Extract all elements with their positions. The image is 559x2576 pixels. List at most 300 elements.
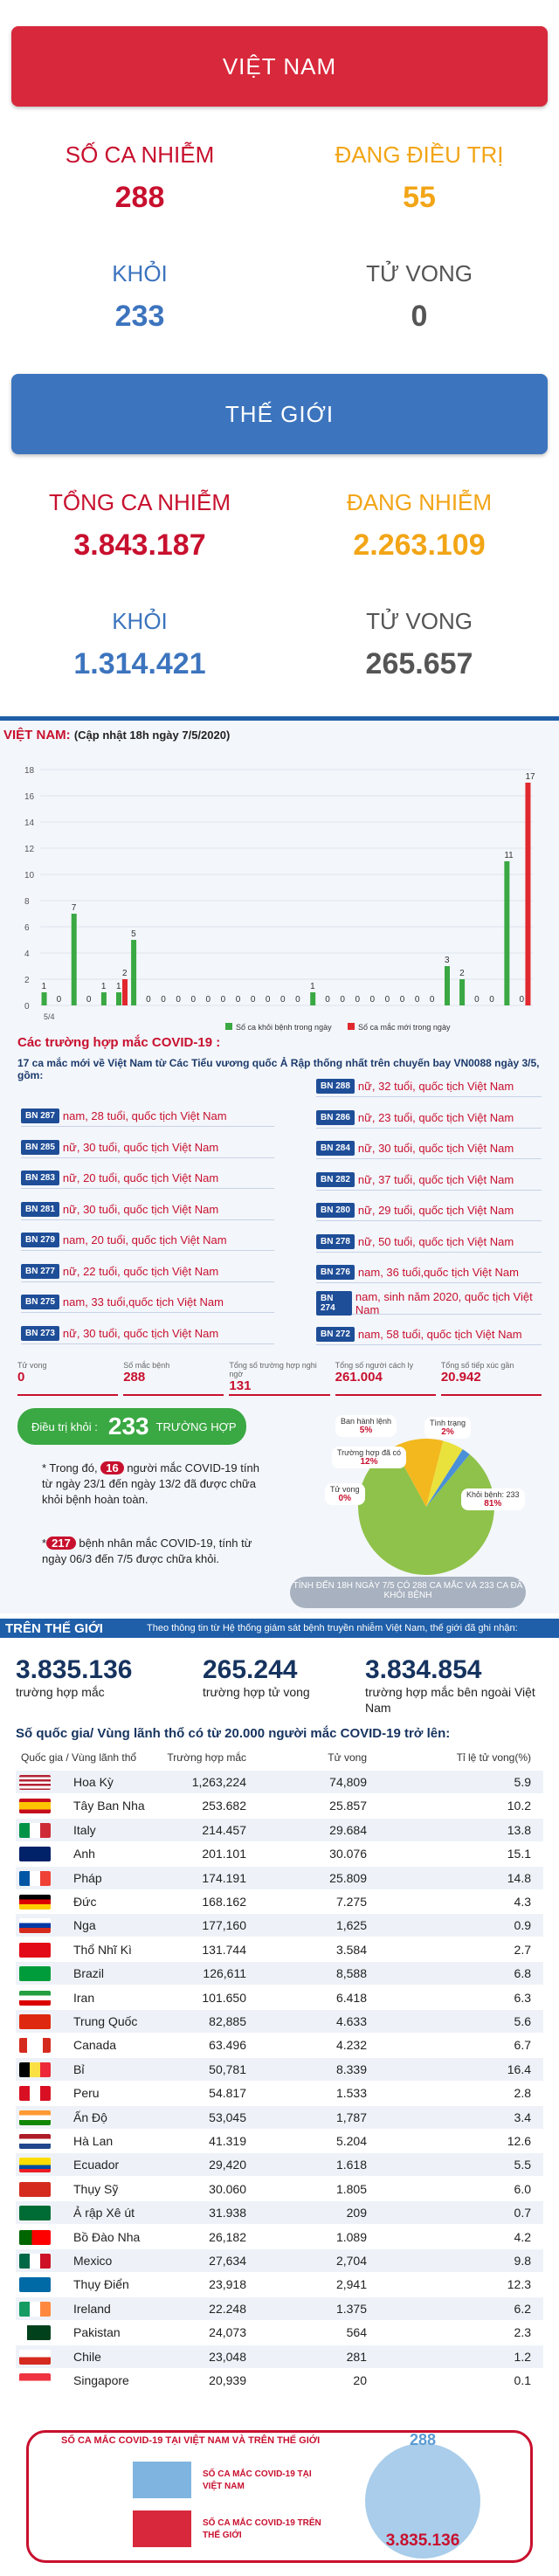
table-row xyxy=(16,2153,543,2176)
header-deaths: Tử vong xyxy=(328,1751,367,1764)
legend-new: Số ca mắc mới trong ngày xyxy=(358,1023,451,1032)
country-cases: 20,939 xyxy=(209,2373,246,2387)
recovered-bar xyxy=(310,992,315,1005)
country-death-rate: 16.4 xyxy=(507,2061,531,2076)
patient-info: nam, 58 tuổi, quốc tịch Việt Nam xyxy=(357,1328,522,1341)
vn-deaths-stat xyxy=(280,260,559,334)
bar-value-label: 11 xyxy=(504,851,514,860)
case-row xyxy=(21,1230,274,1251)
total-item xyxy=(17,1361,118,1396)
pie-label xyxy=(325,1483,365,1505)
table-row xyxy=(16,2106,543,2129)
country-name: Pakistan xyxy=(73,2325,121,2340)
recovered-bar xyxy=(116,992,121,1005)
bar-value-label: 0 xyxy=(205,995,211,1005)
country-name: Anh xyxy=(73,1847,95,1861)
country-name: Italy xyxy=(73,1822,96,1837)
country-cases: 1,263,224 xyxy=(191,1775,246,1789)
world-section-bar xyxy=(0,1619,559,1638)
recovered-bar xyxy=(504,861,509,1005)
case-row xyxy=(21,1106,274,1127)
world-infected-label: TỔNG CA NHIỄM xyxy=(48,489,231,515)
y-tick-label: 4 xyxy=(24,950,30,959)
table-row xyxy=(16,2369,543,2392)
vietnam-banner xyxy=(11,26,548,107)
world-infected-stat xyxy=(0,489,280,563)
world-banner xyxy=(11,374,548,454)
tr-flag-icon xyxy=(19,1943,51,1958)
table-row xyxy=(16,2249,543,2272)
bar-value-label: 0 xyxy=(519,995,525,1005)
bar-value-label: 0 xyxy=(176,995,181,1005)
recovery-note-2 xyxy=(42,1536,260,1567)
table-row xyxy=(16,1986,543,2009)
it-flag-icon xyxy=(19,1823,51,1838)
totals-strip xyxy=(17,1361,542,1396)
bar-value-label: 5 xyxy=(131,929,136,939)
world-deaths-label-2: trường hợp tử vong xyxy=(203,1685,310,1699)
table-title: Số quốc gia/ Vùng lãnh thổ có từ 20.000 người mắc COVID-19 trở lên: xyxy=(16,1726,451,1741)
patient-id-badge: BN 287 xyxy=(21,1108,59,1123)
country-death-rate: 0.1 xyxy=(514,2373,531,2387)
bar-value-label: 1 xyxy=(116,982,121,991)
pe-flag-icon xyxy=(19,2086,51,2101)
note1-number: 16 xyxy=(100,1461,123,1474)
legend-recovered: Số ca khỏi bệnh trong ngày xyxy=(236,1023,332,1032)
country-deaths: 1,625 xyxy=(335,1918,367,1933)
country-death-rate: 12.3 xyxy=(507,2277,531,2292)
pie-label xyxy=(424,1417,471,1439)
country-deaths: 2,704 xyxy=(335,2254,367,2268)
bar-value-label: 0 xyxy=(190,995,197,1005)
table-row xyxy=(16,1771,543,1793)
world-deaths-value: 265.657 xyxy=(365,647,473,680)
country-death-rate: 2.8 xyxy=(514,2086,531,2101)
country-cases: 27,634 xyxy=(209,2254,246,2268)
recovered-pill xyxy=(17,1408,246,1445)
case-row xyxy=(316,1324,542,1345)
vn-treating-stat xyxy=(280,142,559,215)
total-item xyxy=(123,1361,224,1396)
pie-label xyxy=(461,1488,525,1510)
country-death-rate: 5.9 xyxy=(514,1775,531,1789)
bar-value-label: 0 xyxy=(86,995,92,1005)
world-active-label: ĐANG NHIỄM xyxy=(346,489,493,515)
country-cases: 168.162 xyxy=(202,1895,246,1909)
bar-value-label: 0 xyxy=(489,995,494,1005)
patient-id-badge: BN 280 xyxy=(316,1203,355,1218)
note2-text: bệnh nhân mắc COVID-19, tính từ ngày 06/3 đến 7/5 được chữa khỏi. xyxy=(42,1537,252,1565)
br-flag-icon xyxy=(19,1966,51,1981)
table-row xyxy=(16,2273,543,2296)
world-recovered-value: 1.314.421 xyxy=(73,647,206,680)
total-label: Tổng số người cách ly xyxy=(335,1361,414,1370)
country-death-rate: 0.7 xyxy=(514,2206,531,2220)
bar-value-label: 0 xyxy=(369,995,376,1005)
patient-info: nữ, 30 tuổi, quốc tịch Việt Nam xyxy=(62,1326,219,1340)
total-item xyxy=(229,1361,329,1396)
vn-infected-label: SỐ CA NHIỄM xyxy=(65,142,215,168)
table-row xyxy=(16,1794,543,1817)
pie-label-text: Tử vong xyxy=(330,1485,360,1494)
total-value: 0 xyxy=(17,1370,25,1385)
country-name: Hà Lan xyxy=(73,2134,114,2148)
bar-value-label: 1 xyxy=(310,982,315,991)
country-name: Bồ Đào Nha xyxy=(73,2229,141,2244)
country-deaths: 4.633 xyxy=(335,2014,367,2028)
patient-id-badge: BN 278 xyxy=(316,1234,355,1249)
world-deaths-value-2: 265.244 xyxy=(203,1655,298,1684)
bar-value-label: 0 xyxy=(250,995,256,1005)
cl-flag-icon xyxy=(19,2350,51,2365)
country-name: Nga xyxy=(73,1918,96,1933)
patient-id-badge: BN 272 xyxy=(316,1327,355,1342)
country-name: Hoa Kỳ xyxy=(73,1775,114,1789)
country-deaths: 1.375 xyxy=(335,2301,367,2316)
vn-chart-label: VIỆT NAM: xyxy=(3,728,71,742)
note2-prefix: * xyxy=(42,1537,47,1550)
case-row xyxy=(316,1200,542,1221)
y-tick-label: 10 xyxy=(24,871,35,881)
bar-value-label: 0 xyxy=(340,995,345,1005)
country-cases: 131.744 xyxy=(202,1942,246,1957)
world-recovered-stat xyxy=(0,608,280,681)
country-deaths: 1,787 xyxy=(335,2110,367,2124)
recovered-bar xyxy=(459,979,465,1005)
patient-id-badge: BN 275 xyxy=(21,1295,59,1309)
bar-value-label: 0 xyxy=(265,995,271,1005)
country-death-rate: 14.8 xyxy=(507,1870,531,1885)
y-tick-label: 14 xyxy=(24,818,35,828)
table-row xyxy=(16,2178,543,2200)
bar-value-label: 0 xyxy=(474,995,480,1005)
country-name: Thụy Sỹ xyxy=(73,2181,119,2196)
cases-subtitle: 17 ca mắc mới về Việt Nam từ Các Tiểu vương quốc Ả Rập thống nhất trên chuyến bay VN0088 ngày 3/5, gồm: xyxy=(17,1057,540,1081)
case-row xyxy=(21,1168,274,1189)
note1-text: người mắc COVID-19 tính từ ngày 23/1 đến ngày 13/2 đã được chữa khỏi bệnh hoàn toàn. xyxy=(42,1461,259,1506)
case-row xyxy=(316,1262,542,1283)
bar-value-label: 0 xyxy=(384,995,390,1005)
table-row xyxy=(16,2345,543,2368)
world-infected-value: 3.843.187 xyxy=(73,528,206,562)
pie-label-pct: 81% xyxy=(484,1499,502,1509)
country-cases: 41.319 xyxy=(209,2134,246,2148)
country-deaths: 8,588 xyxy=(335,1966,367,1981)
world-outside-value: 3.834.854 xyxy=(365,1655,482,1684)
table-row xyxy=(16,2130,543,2152)
country-cases: 50,781 xyxy=(209,2061,246,2076)
country-deaths: 29.684 xyxy=(329,1822,367,1837)
vn-treating-value: 55 xyxy=(403,181,436,214)
country-death-rate: 6.0 xyxy=(514,2181,531,2196)
ir-flag-icon xyxy=(19,1991,51,2006)
table-row xyxy=(16,2226,543,2248)
country-name: Trung Quốc xyxy=(73,2014,138,2028)
pt-flag-icon xyxy=(19,2230,51,2245)
country-cases: 82,885 xyxy=(209,2014,246,2028)
daily-cases-chart xyxy=(0,752,559,1040)
country-death-rate: 13.8 xyxy=(507,1822,531,1837)
patient-info: nữ, 37 tuổi, quốc tịch Việt Nam xyxy=(357,1172,514,1186)
gb-flag-icon xyxy=(19,1847,51,1861)
pie-label xyxy=(335,1415,397,1437)
patient-id-badge: BN 274 xyxy=(316,1291,352,1316)
patient-info: nữ, 20 tuổi, quốc tịch Việt Nam xyxy=(62,1171,219,1184)
patient-id-badge: BN 279 xyxy=(21,1233,59,1247)
table-header xyxy=(16,1747,543,1770)
new-case-bar xyxy=(122,979,128,1005)
patient-info: nam, 33 tuổi,quốc tịch Việt Nam xyxy=(62,1295,224,1309)
y-tick-label: 2 xyxy=(24,976,30,985)
country-death-rate: 2.7 xyxy=(514,1942,531,1957)
country-deaths: 7.275 xyxy=(335,1895,367,1909)
country-deaths: 25.857 xyxy=(329,1799,367,1813)
bar-value-label: 17 xyxy=(525,772,535,782)
pie-label-pct: 2% xyxy=(441,1427,454,1437)
pie-label-text: Trường hợp đã có xyxy=(337,1448,402,1457)
country-cases: 23,918 xyxy=(209,2277,246,2292)
country-name: Ấn Độ xyxy=(73,2110,107,2124)
bar-value-label: 0 xyxy=(161,995,166,1005)
pie-label xyxy=(332,1447,406,1468)
case-row xyxy=(21,1323,274,1344)
world-section-title: TRÊN THẾ GIỚI xyxy=(5,1621,103,1636)
country-name: Ả rập Xê út xyxy=(73,2206,135,2220)
country-cases: 201.101 xyxy=(202,1847,246,1861)
table-row xyxy=(16,2082,543,2104)
country-deaths: 2,941 xyxy=(335,2277,367,2292)
world-legend-square xyxy=(133,2510,191,2547)
patient-info: nữ, 22 tuổi, quốc tịch Việt Nam xyxy=(62,1264,219,1278)
recovery-note-1 xyxy=(42,1461,260,1508)
in-flag-icon xyxy=(19,2110,51,2125)
patient-info: nữ, 30 tuổi, quốc tịch Việt Nam xyxy=(62,1140,219,1154)
legend-recovered-swatch xyxy=(225,1023,232,1030)
country-deaths: 5.204 xyxy=(335,2134,367,2148)
country-name: Singapore xyxy=(73,2373,129,2387)
total-label: Số mắc bệnh xyxy=(123,1361,170,1370)
country-cases: 126,611 xyxy=(203,1966,246,1981)
be-flag-icon xyxy=(19,2062,51,2077)
es-flag-icon xyxy=(19,1799,51,1813)
world-active-value: 2.263.109 xyxy=(353,528,486,562)
se-flag-icon xyxy=(19,2277,51,2292)
country-deaths: 281 xyxy=(346,2349,367,2364)
case-row xyxy=(21,1199,274,1220)
country-deaths: 209 xyxy=(346,2206,367,2220)
country-death-rate: 6.8 xyxy=(514,1966,531,1981)
bar-value-label: 1 xyxy=(100,982,107,991)
patient-info: nữ, 32 tuổi, quốc tịch Việt Nam xyxy=(357,1080,514,1093)
patient-id-badge: BN 284 xyxy=(316,1141,355,1156)
bar-value-label: 0 xyxy=(399,995,405,1005)
country-death-rate: 6.2 xyxy=(514,2301,531,2316)
patient-id-badge: BN 276 xyxy=(316,1265,355,1280)
world-cases-value: 3.835.136 xyxy=(16,1655,133,1684)
country-cases: 31.938 xyxy=(209,2206,246,2220)
vietnam-banner-label: VIỆT NAM xyxy=(222,52,337,79)
patient-info: nữ, 50 tuổi, quốc tịch Việt Nam xyxy=(357,1234,514,1248)
total-item xyxy=(441,1361,542,1396)
world-active-stat xyxy=(280,489,559,563)
country-deaths: 74,809 xyxy=(329,1775,367,1789)
country-cases: 24,073 xyxy=(209,2325,246,2340)
y-tick-label: 0 xyxy=(24,1002,30,1012)
case-row xyxy=(316,1290,542,1316)
bar-value-label: 0 xyxy=(355,995,361,1005)
vn-recovered-value: 233 xyxy=(114,300,165,333)
table-row xyxy=(16,2201,543,2224)
pie-label-text: Ban hành lệnh xyxy=(341,1417,392,1426)
country-deaths: 1.533 xyxy=(335,2086,367,2101)
total-value: 288 xyxy=(123,1370,146,1385)
patient-id-badge: BN 281 xyxy=(21,1202,59,1217)
country-name: Brazil xyxy=(73,1966,105,1981)
country-deaths: 8.339 xyxy=(335,2061,367,2076)
table-row xyxy=(16,2010,543,2033)
vn-deaths-label: TỬ VONG xyxy=(366,260,473,287)
country-cases: 214.457 xyxy=(202,1822,246,1837)
bar-value-label: 0 xyxy=(280,995,286,1005)
patient-info: nam, 20 tuổi, quốc tịch Việt Nam xyxy=(62,1233,227,1247)
patient-info: nữ, 23 tuổi, quốc tịch Việt Nam xyxy=(357,1110,514,1124)
patient-id-badge: BN 288 xyxy=(316,1079,355,1094)
country-name: Pháp xyxy=(73,1870,102,1885)
vn-infected-value: 288 xyxy=(114,181,165,214)
legend-new-swatch xyxy=(348,1023,355,1030)
bar-value-label: 2 xyxy=(122,969,128,978)
sg-flag-icon xyxy=(19,2373,51,2388)
table-row xyxy=(16,2034,543,2056)
recovered-bar xyxy=(101,992,107,1005)
country-name: Peru xyxy=(73,2086,100,2101)
patient-id-badge: BN 285 xyxy=(21,1140,59,1155)
header-rate: Tỉ lệ tử vong(%) xyxy=(456,1751,531,1764)
country-cases: 174.191 xyxy=(202,1870,246,1885)
country-deaths: 30.076 xyxy=(329,1847,367,1861)
mx-flag-icon xyxy=(19,2254,51,2269)
table-row xyxy=(16,1842,543,1865)
patient-id-badge: BN 286 xyxy=(316,1110,355,1125)
note2-number: 217 xyxy=(46,1537,76,1550)
world-banner-label: THẾ GIỚI xyxy=(224,400,335,427)
world-deaths-label: TỬ VONG xyxy=(366,608,473,634)
country-death-rate: 1.2 xyxy=(514,2349,531,2364)
table-row xyxy=(16,1938,543,1961)
pie-label-pct: 0% xyxy=(338,1494,351,1503)
table-row xyxy=(16,2058,543,2081)
pk-flag-icon xyxy=(19,2325,51,2340)
country-deaths: 20 xyxy=(353,2373,367,2387)
cases-title: Các trường hợp mắc COVID-19 : xyxy=(17,1035,221,1050)
y-tick-label: 18 xyxy=(24,766,35,776)
patient-id-badge: BN 282 xyxy=(316,1172,355,1187)
cn-flag-icon xyxy=(19,2014,51,2029)
country-name: Chile xyxy=(73,2349,101,2364)
de-flag-icon xyxy=(19,1895,51,1910)
bar-value-label: 0 xyxy=(220,995,226,1005)
vn-infected-stat xyxy=(0,142,280,215)
x-tick-label: 5/4 xyxy=(44,1012,55,1021)
world-cases-stat xyxy=(16,1655,132,1701)
ca-flag-icon xyxy=(19,2038,51,2053)
pie-label-pct: 12% xyxy=(360,1457,378,1467)
y-tick-label: 12 xyxy=(24,845,35,854)
recovered-pill-unit: TRƯỜNG HỢP xyxy=(155,1419,237,1433)
vn-chart-header xyxy=(3,728,230,742)
case-row xyxy=(21,1292,274,1313)
case-row xyxy=(21,1137,274,1158)
us-flag-icon xyxy=(19,1775,51,1790)
world-outside-stat xyxy=(365,1655,559,1716)
patient-info: nữ, 30 tuổi, quốc tịch Việt Nam xyxy=(62,1202,219,1216)
country-name: Iran xyxy=(73,1990,95,2005)
vn-recovered-label: KHỎI xyxy=(112,260,168,287)
table-row xyxy=(16,1890,543,1913)
country-name: Đức xyxy=(73,1895,97,1909)
country-death-rate: 4.2 xyxy=(514,2229,531,2244)
table-row xyxy=(16,1914,543,1937)
country-deaths: 1.618 xyxy=(335,2158,367,2172)
patient-info: nữ, 29 tuổi, quốc tịch Việt Nam xyxy=(357,1204,514,1217)
new-case-bar xyxy=(525,783,530,1005)
country-cases: 53,045 xyxy=(209,2110,246,2124)
case-row xyxy=(316,1108,542,1129)
case-row xyxy=(316,1076,542,1097)
total-value: 131 xyxy=(229,1378,252,1393)
world-recovered-label: KHỎI xyxy=(112,608,168,634)
y-tick-label: 16 xyxy=(24,792,35,802)
total-value: 261.004 xyxy=(335,1370,383,1385)
table-row xyxy=(16,2297,543,2320)
world-outside-label: trường hợp mắc bên ngoài Việt Nam xyxy=(365,1685,535,1715)
bar-value-label: 0 xyxy=(146,995,151,1005)
country-cases: 29,420 xyxy=(209,2158,246,2172)
y-tick-label: 8 xyxy=(24,897,30,907)
country-death-rate: 12.6 xyxy=(507,2134,531,2148)
country-cases: 22.248 xyxy=(209,2301,246,2316)
header-cases: Trường hợp mắc xyxy=(167,1751,246,1764)
summary-title: SỐ CA MẮC COVID-19 TẠI VIỆT NAM VÀ TRÊN THẾ GIỚI xyxy=(61,2435,321,2446)
country-cases: 23,048 xyxy=(209,2349,246,2364)
pie-label-text: Tình trạng xyxy=(430,1419,466,1427)
total-label: Tổng số tiếp xúc gần xyxy=(440,1361,514,1370)
country-death-rate: 15.1 xyxy=(507,1847,531,1861)
bar-value-label: 0 xyxy=(56,995,62,1005)
recovered-bar xyxy=(72,914,77,1005)
ec-flag-icon xyxy=(19,2158,51,2172)
country-death-rate: 3.4 xyxy=(514,2110,531,2124)
bar-value-label: 0 xyxy=(325,995,330,1005)
total-value: 20.942 xyxy=(440,1370,481,1385)
bar-value-label: 3 xyxy=(445,956,450,965)
table-row xyxy=(16,1867,543,1889)
country-deaths: 1.805 xyxy=(335,2181,367,2196)
table-row xyxy=(16,1962,543,1985)
world-deaths-stat xyxy=(280,608,559,681)
country-name: Ireland xyxy=(73,2301,111,2316)
note1-prefix: * Trong đó, xyxy=(42,1461,98,1474)
case-row xyxy=(21,1261,274,1282)
country-death-rate: 5.5 xyxy=(514,2158,531,2172)
patient-id-badge: BN 283 xyxy=(21,1171,59,1185)
country-deaths: 1.089 xyxy=(335,2229,367,2244)
patient-info: nữ, 30 tuổi, quốc tịch Việt Nam xyxy=(357,1142,514,1155)
country-cases: 177,160 xyxy=(202,1918,246,1933)
patient-info: nam, sinh năm 2020, quốc tịch Việt Nam xyxy=(355,1290,533,1316)
country-name: Thụy Điển xyxy=(73,2277,129,2292)
bar-value-label: 7 xyxy=(71,903,77,913)
